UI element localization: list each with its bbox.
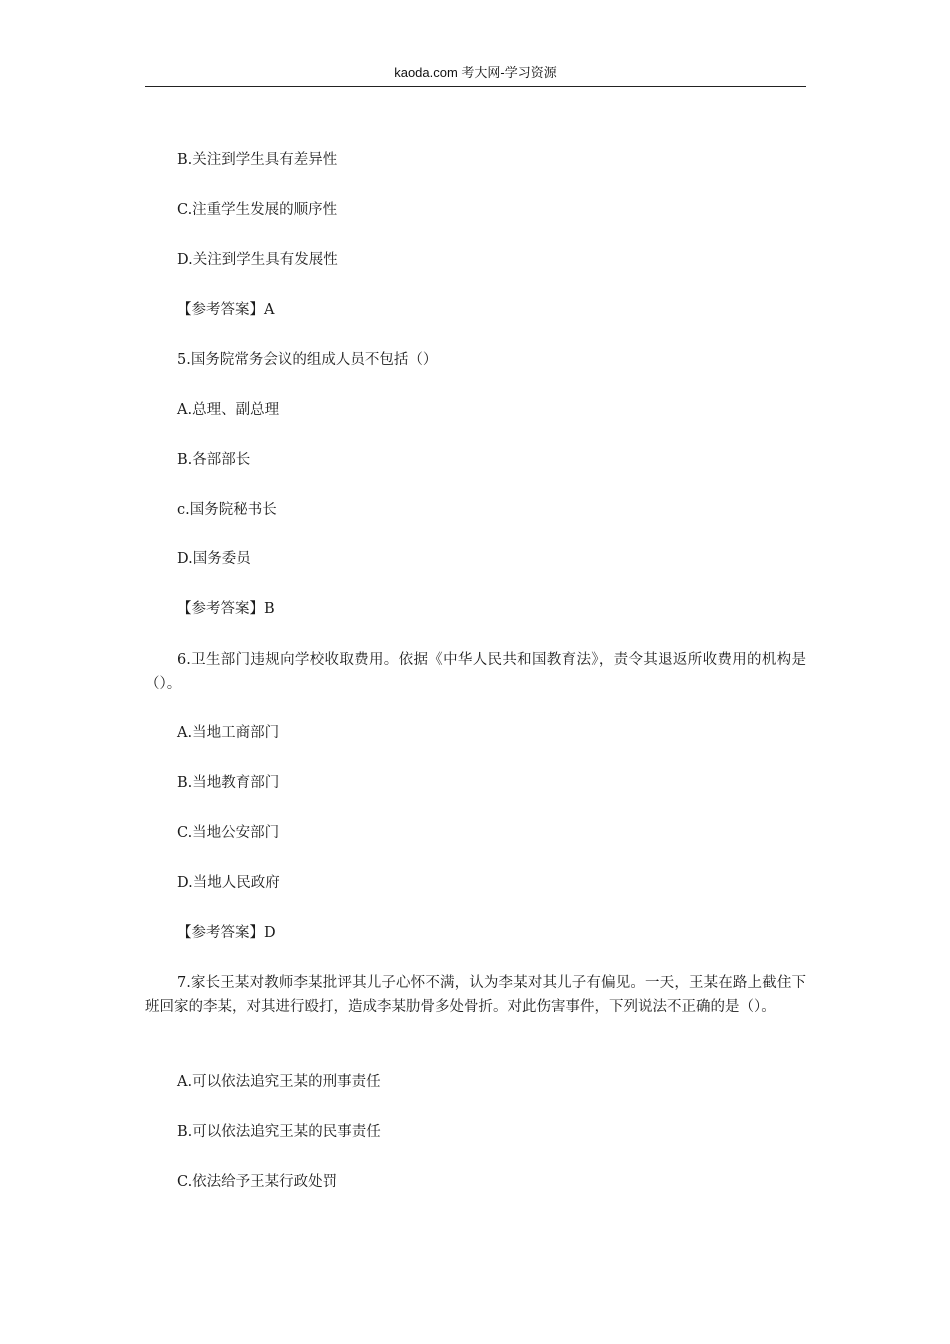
q7-option-b: B.可以依法追究王某的民事责任 — [177, 1124, 381, 1140]
q7-option-c: C.依法给予王某行政处罚 — [177, 1174, 338, 1190]
page-header — [145, 62, 806, 87]
q6-question: 6.卫生部门违规向学校收取费用。依据《中华人民共和国教育法》，责令其退返所收费用的机构是（）。 — [145, 652, 806, 692]
q5-option-c: c.国务院秘书长 — [177, 502, 277, 518]
q6-option-b: B.当地教育部门 — [177, 775, 280, 791]
q7-option-a: A.可以依法追究王某的刑事责任 — [177, 1074, 381, 1090]
q5-answer: 【参考答案】B — [177, 601, 275, 617]
header-title: kaoda.com 考大网-学习资源 — [394, 65, 557, 80]
q4-option-b: B.关注到学生具有差异性 — [177, 152, 338, 168]
q4-option-d: D.关注到学生具有发展性 — [177, 252, 338, 268]
q4-answer: 【参考答案】A — [177, 302, 275, 318]
q6-option-d: D.当地人民政府 — [177, 875, 280, 891]
q5-option-a: A.总理、副总理 — [177, 402, 280, 418]
q6-option-c: C.当地公安部门 — [177, 825, 280, 841]
q7-question: 7.家长王某对教师李某批评其儿子心怀不满，认为李某对其儿子有偏见。一天，王某在路上截住下班回家的李某，对其进行殴打，造成李某肋骨多处骨折。对此伤害事件，下列说法不正确的是（）。 — [145, 975, 806, 1015]
q4-option-c: C.注重学生发展的顺序性 — [177, 202, 338, 218]
q5-option-b: B.各部部长 — [177, 452, 251, 468]
q5-question: 5.国务院常务会议的组成人员不包括（） — [177, 352, 438, 368]
q5-option-d: D.国务委员 — [177, 551, 251, 567]
q6-option-a: A.当地工商部门 — [177, 725, 280, 741]
q6-answer: 【参考答案】D — [177, 925, 276, 941]
